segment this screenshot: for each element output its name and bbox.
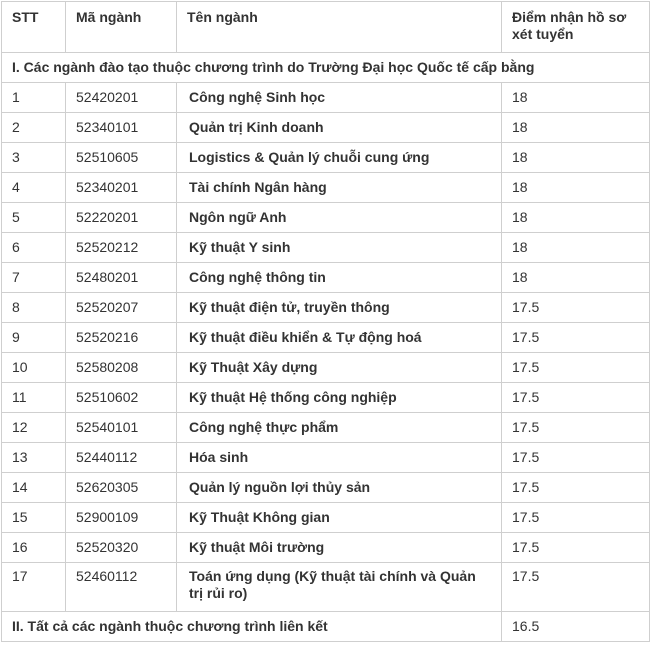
row-stt: 12 (2, 413, 66, 443)
row-score: 17.5 (502, 473, 650, 503)
table-row (2, 413, 650, 443)
row-code: 52340201 (66, 173, 177, 203)
table-row (2, 83, 650, 113)
row-code: 52540101 (66, 413, 177, 443)
row-score: 17.5 (502, 413, 650, 443)
table-row (2, 383, 650, 413)
row-name: Quản lý nguồn lợi thủy sản (177, 473, 502, 503)
row-score: 18 (502, 113, 650, 143)
row-name: Quản trị Kinh doanh (177, 113, 502, 143)
row-code: 52420201 (66, 83, 177, 113)
admission-scores-table (1, 1, 650, 642)
table-row (2, 353, 650, 383)
table-row (2, 563, 650, 612)
row-stt: 7 (2, 263, 66, 293)
header-score: Điểm nhận hồ sơ xét tuyển (502, 2, 650, 53)
row-stt: 14 (2, 473, 66, 503)
section-2-row (2, 612, 650, 642)
table-row (2, 173, 650, 203)
row-score: 18 (502, 173, 650, 203)
row-stt: 11 (2, 383, 66, 413)
row-score: 18 (502, 233, 650, 263)
row-score: 17.5 (502, 563, 650, 612)
table-header-row (2, 2, 650, 53)
row-stt: 17 (2, 563, 66, 612)
row-name: Công nghệ thông tin (177, 263, 502, 293)
row-name: Công nghệ Sinh học (177, 83, 502, 113)
row-name: Kỹ Thuật Không gian (177, 503, 502, 533)
row-name: Tài chính Ngân hàng (177, 173, 502, 203)
table-row (2, 443, 650, 473)
row-code: 52510605 (66, 143, 177, 173)
row-code: 52520212 (66, 233, 177, 263)
section-1-label: I. Các ngành đào tạo thuộc chương trình do Trường Đại học Quốc tế cấp bằng (2, 53, 650, 83)
section-1-row (2, 53, 650, 83)
row-name: Kỹ thuật Môi trường (177, 533, 502, 563)
row-score: 17.5 (502, 503, 650, 533)
row-code: 52520207 (66, 293, 177, 323)
row-stt: 16 (2, 533, 66, 563)
table-row (2, 263, 650, 293)
row-name: Kỹ thuật Y sinh (177, 233, 502, 263)
row-score: 18 (502, 143, 650, 173)
row-name: Kỹ thuật điện tử, truyền thông (177, 293, 502, 323)
row-stt: 9 (2, 323, 66, 353)
row-code: 52480201 (66, 263, 177, 293)
row-code: 52520216 (66, 323, 177, 353)
table-row (2, 533, 650, 563)
row-code: 52520320 (66, 533, 177, 563)
table-row (2, 503, 650, 533)
row-stt: 15 (2, 503, 66, 533)
row-code: 52220201 (66, 203, 177, 233)
row-score: 18 (502, 83, 650, 113)
row-code: 52340101 (66, 113, 177, 143)
row-stt: 4 (2, 173, 66, 203)
row-score: 18 (502, 203, 650, 233)
row-score: 17.5 (502, 353, 650, 383)
row-score: 17.5 (502, 293, 650, 323)
row-code: 52460112 (66, 563, 177, 612)
row-stt: 6 (2, 233, 66, 263)
row-name: Ngôn ngữ Anh (177, 203, 502, 233)
table-row (2, 143, 650, 173)
row-stt: 5 (2, 203, 66, 233)
table-row (2, 293, 650, 323)
row-code: 52580208 (66, 353, 177, 383)
row-name: Kỹ thuật điều khiển & Tự động hoá (177, 323, 502, 353)
row-code: 52440112 (66, 443, 177, 473)
row-stt: 1 (2, 83, 66, 113)
row-name: Công nghệ thực phẩm (177, 413, 502, 443)
row-code: 52620305 (66, 473, 177, 503)
row-score: 18 (502, 263, 650, 293)
row-stt: 2 (2, 113, 66, 143)
header-code: Mã ngành (66, 2, 177, 53)
row-name: Toán ứng dụng (Kỹ thuật tài chính và Quản trị rủi ro) (177, 563, 502, 612)
row-stt: 3 (2, 143, 66, 173)
table-row (2, 473, 650, 503)
header-stt: STT (2, 2, 66, 53)
section-2-label: II. Tất cả các ngành thuộc chương trình liên kết (2, 612, 502, 642)
row-name: Hóa sinh (177, 443, 502, 473)
row-stt: 10 (2, 353, 66, 383)
row-name: Kỹ thuật Hệ thống công nghiệp (177, 383, 502, 413)
table-row (2, 113, 650, 143)
row-stt: 8 (2, 293, 66, 323)
row-score: 17.5 (502, 323, 650, 353)
row-name: Kỹ Thuật Xây dựng (177, 353, 502, 383)
section-2-score: 16.5 (502, 612, 650, 642)
row-score: 17.5 (502, 383, 650, 413)
row-score: 17.5 (502, 443, 650, 473)
table-row (2, 323, 650, 353)
row-code: 52900109 (66, 503, 177, 533)
table-row (2, 203, 650, 233)
table-row (2, 233, 650, 263)
row-code: 52510602 (66, 383, 177, 413)
header-name: Tên ngành (177, 2, 502, 53)
row-stt: 13 (2, 443, 66, 473)
row-name: Logistics & Quản lý chuỗi cung ứng (177, 143, 502, 173)
row-score: 17.5 (502, 533, 650, 563)
